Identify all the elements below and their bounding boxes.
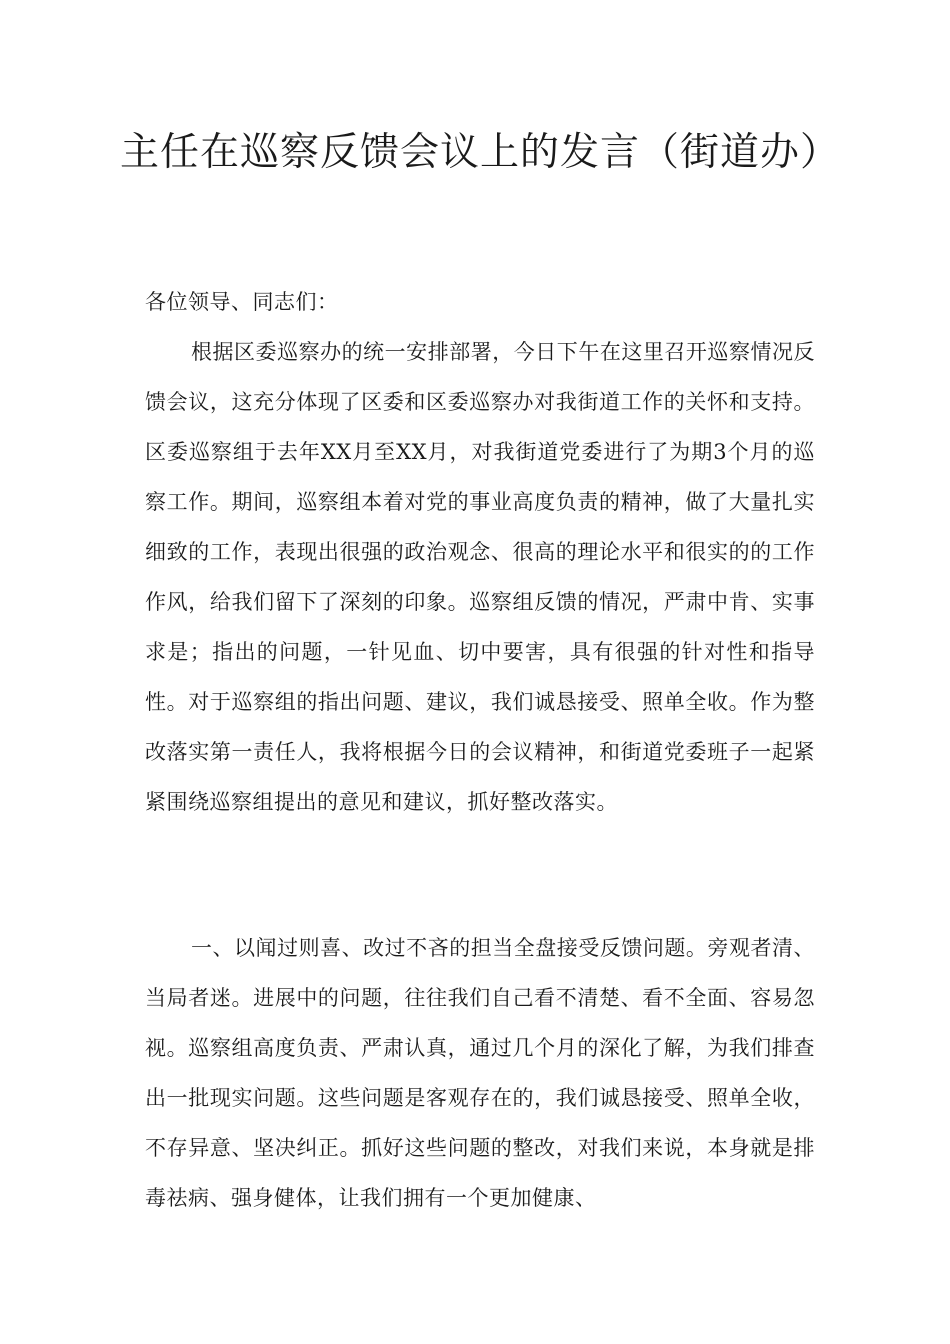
paragraph-intro: 根据区委巡察办的统一安排部署，今日下午在这里召开巡察情况反馈会议，这充分体现了区委和区委巡察办对我街道工作的关怀和支持。区委巡察组于去年XX月至XX月，对我街道党委进行了为期3个月的巡察工作。期间，巡察组本着对党的事业高度负责的精神，做了大量扎实细致的工作，表现出很强的政治观念、很高的理论水平和很实的的工作作风，给我们留下了深刻的印象。巡察组反馈的情况，严肃中肯、实事求是；指出的问题，一针见血、切中要害，具有很强的针对性和指导性。对于巡察组的指出问题、建议，我们诚恳接受、照单全收。作为整改落实第一责任人，我将根据今日的会议精神，和街道党委班子一起紧紧围绕巡察组提出的意见和建议，抓好整改落实。 <box>145 340 815 814</box>
document-title: 主任在巡察反馈会议上的发言（街道办） <box>120 130 841 175</box>
salutation: 各位领导、同志们： <box>145 290 339 314</box>
paragraph-section-one: 一、以闻过则喜、改过不吝的担当全盘接受反馈问题。旁观者清、当局者迷。进展中的问题，往往我们自己看不清楚、看不全面、容易忽视。巡察组高度负责、严肃认真，通过几个月的深化了解，为我们排查出一批现实问题。这些问题是客观存在的，我们诚恳接受、照单全收，不存异意、坚决纠正。抓好这些问题的整改，对我们来说，本身就是排毒祛病、强身健体，让我们拥有一个更加健康、 <box>145 936 815 1210</box>
